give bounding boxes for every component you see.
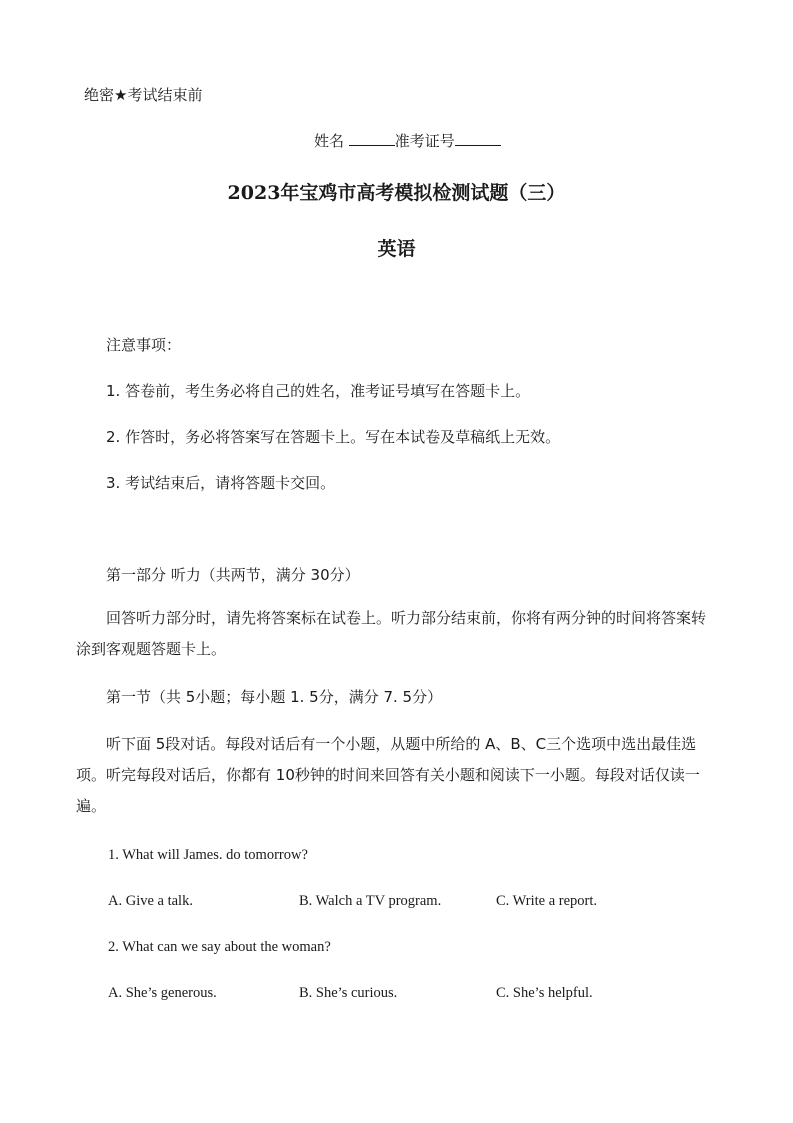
question-1-option-b: B. Walch a TV program. (299, 893, 442, 909)
note-item-3: 3. 考试结束后，请将答题卡交回。 (106, 474, 336, 492)
part1-instruction: 回答听力部分时，请先将答案标在试卷上。听力部分结束前，你将有两分钟的时间将答案转涂到客观题答题卡上。 (76, 609, 707, 658)
candidate-info-line (314, 130, 501, 151)
exam-number-blank (455, 131, 501, 146)
subject-title: 英语 (377, 238, 416, 260)
note-item-2: 2. 作答时，务必将答案写在答题卡上。写在本试卷及草稿纸上无效。 (106, 428, 561, 446)
section1-heading: 第一节（共 5小题；每小题 1. 5分，满分 7. 5分） (106, 688, 443, 706)
section1-instruction: 听下面 5段对话。每段对话后有一个小题，从题中所给的 A、B、C三个选项中选出最佳选项。听完每段对话后，你都有 10秒钟的时间来回答有关小题和阅读下一小题。每段对话仅读一遍。 (76, 735, 700, 815)
name-label: 姓名 (314, 132, 345, 150)
question-1-option-a: A. Give a talk. (108, 893, 193, 909)
question-2-option-b: B. She’s curious. (299, 985, 398, 1001)
part1-heading: 第一部分 听力（共两节，满分 30分） (106, 566, 360, 584)
secret-mark: 绝密★考试结束前 (84, 86, 203, 104)
question-2-option-c: C. She’s helpful. (496, 985, 593, 1001)
exam-number-label: 准考证号 (394, 132, 455, 150)
exam-title: 2023年宝鸡市高考模拟检测试题（三） (227, 182, 566, 204)
name-blank (349, 131, 395, 146)
notes-heading: 注意事项： (106, 336, 182, 354)
question-1-option-c: C. Write a report. (496, 893, 598, 909)
note-item-1: 1. 答卷前，考生务必将自己的姓名，准考证号填写在答题卡上。 (106, 382, 531, 400)
question-2-option-a: A. She’s generous. (108, 985, 217, 1001)
question-2-stem: 2. What can we say about the woman? (108, 939, 331, 955)
question-1-stem: 1. What will James. do tomorrow? (108, 847, 308, 863)
